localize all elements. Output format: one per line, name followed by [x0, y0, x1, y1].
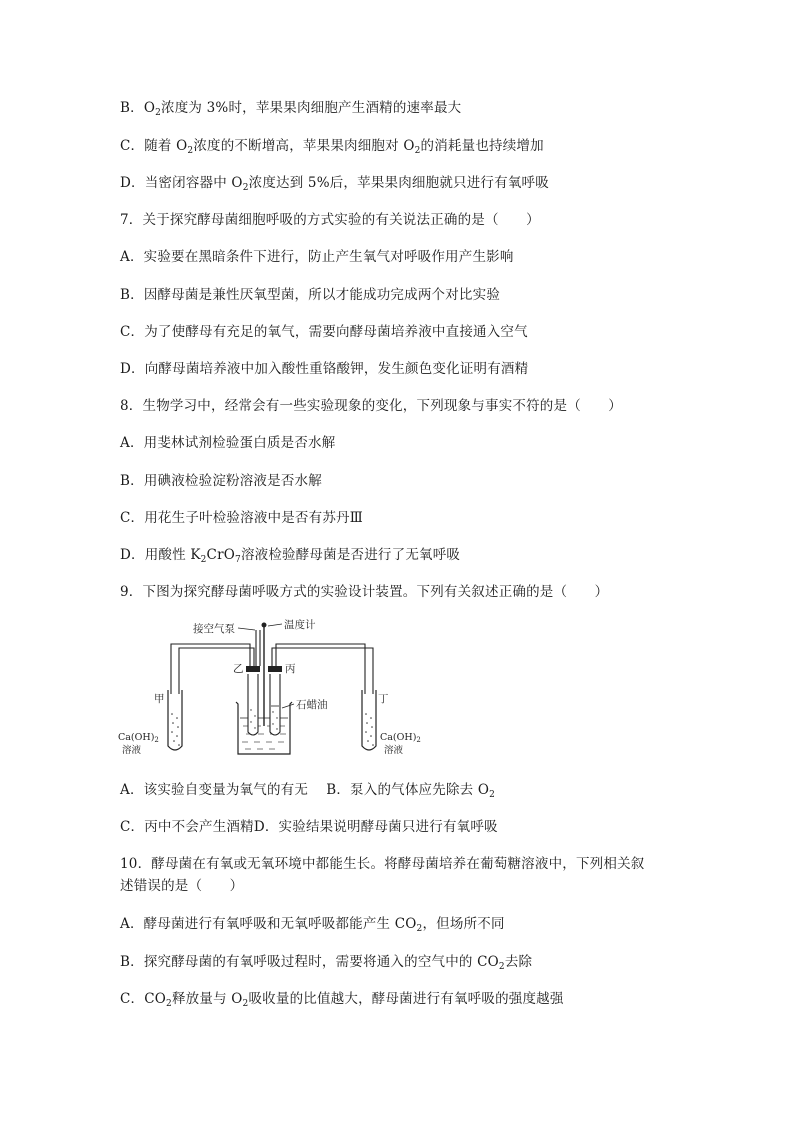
q6-option-d: D．当密闭容器中 $O_2$浓度达到 5%后，苹果果肉细胞就只进行有氧呼吸 — [120, 175, 549, 193]
q10-stem-line1: 10．酵母菌在有氧或无氧环境中都能生长。将酵母菌培养在葡萄糖溶液中，下列相关叙 — [120, 856, 645, 872]
tube-yi — [246, 666, 260, 735]
q8-option-a: A．用斐林试剂检验蛋白质是否水解 — [120, 435, 336, 451]
q7-option-c: C．为了使酵母有充足的氧气，需要向酵母菌培养液中直接通入空气 — [120, 324, 528, 340]
q10-option-a: A．酵母菌进行有氧呼吸和无氧呼吸都能产生 $CO_2$，但场所不同 — [120, 916, 505, 934]
q6-option-b: B．$O_2$浓度为 3%时，苹果果肉细胞产生酒精的速率最大 — [120, 100, 462, 118]
q9-options-cd: C．丙中不会产生酒精D．实验结果说明酵母菌只进行有氧呼吸 — [120, 819, 498, 835]
tube-bing — [268, 666, 282, 735]
yeast-respiration-apparatus — [118, 614, 421, 759]
q8-stem: 8．生物学习中，经常会有一些实验现象的变化，下列现象与事实不符的是（ ） — [120, 398, 622, 414]
label-jia: 甲 — [154, 693, 165, 705]
q6-option-c: C．随着 $O_2$浓度的不断增高，苹果果肉细胞对 $O_2$的消耗量也持续增加 — [120, 138, 544, 156]
q8-option-b: B．用碘液检验淀粉溶液是否水解 — [120, 473, 322, 489]
q8-option-c: C．用花生子叶检验溶液中是否有苏丹Ⅲ — [120, 510, 363, 526]
label-paraffin: 石蜡油 — [296, 699, 328, 711]
q10-option-c: C．$CO_2$释放量与 $O_2$吸收量的比值越大，酵母菌进行有氧呼吸的强度越强 — [120, 991, 564, 1009]
q7-stem: 7．关于探究酵母菌细胞呼吸的方式实验的有关说法正确的是（ ） — [120, 212, 540, 228]
tube-jia — [168, 690, 182, 750]
q8-option-d: D．用酸性 $K_2CrO_7$溶液检验酵母菌是否进行了无氧呼吸 — [120, 547, 461, 565]
label-pump: 接空气泵 — [193, 623, 235, 635]
q9-options-ab: A．该实验自变量为氧气的有无 B．泵入的气体应先除去 $O_2$ — [120, 782, 496, 800]
q10-option-b: B．探究酵母菌的有氧呼吸过程时，需要将通入的空气中的 $CO_2$去除 — [120, 954, 533, 972]
label-right-solution: $Ca(OH)_2$ — [380, 732, 421, 744]
label-bing: 丙 — [285, 663, 296, 675]
label-ding: 丁 — [378, 693, 389, 705]
thermometer — [262, 623, 267, 727]
label-right-solution-2: 溶液 — [384, 745, 404, 756]
label-thermometer: 温度计 — [284, 619, 316, 631]
q7-option-d: D．向酵母菌培养液中加入酸性重铬酸钾，发生颜色变化证明有酒精 — [120, 361, 529, 377]
q7-option-b: B．因酵母菌是兼性厌氧型菌，所以才能成功完成两个对比实验 — [120, 287, 501, 303]
q7-option-a: A．实验要在黑暗条件下进行，防止产生氧气对呼吸作用产生影响 — [120, 249, 514, 265]
label-yi: 乙 — [233, 663, 244, 675]
label-left-solution: $Ca(OH)_2$ — [118, 732, 159, 744]
q9-stem: 9．下图为探究酵母菌呼吸方式的实验设计装置。下列有关叙述正确的是（ ） — [120, 584, 609, 600]
q10-stem-line2: 述错误的是（ ） — [120, 878, 244, 894]
tube-ding — [362, 690, 376, 750]
label-left-solution-2: 溶液 — [122, 745, 142, 756]
